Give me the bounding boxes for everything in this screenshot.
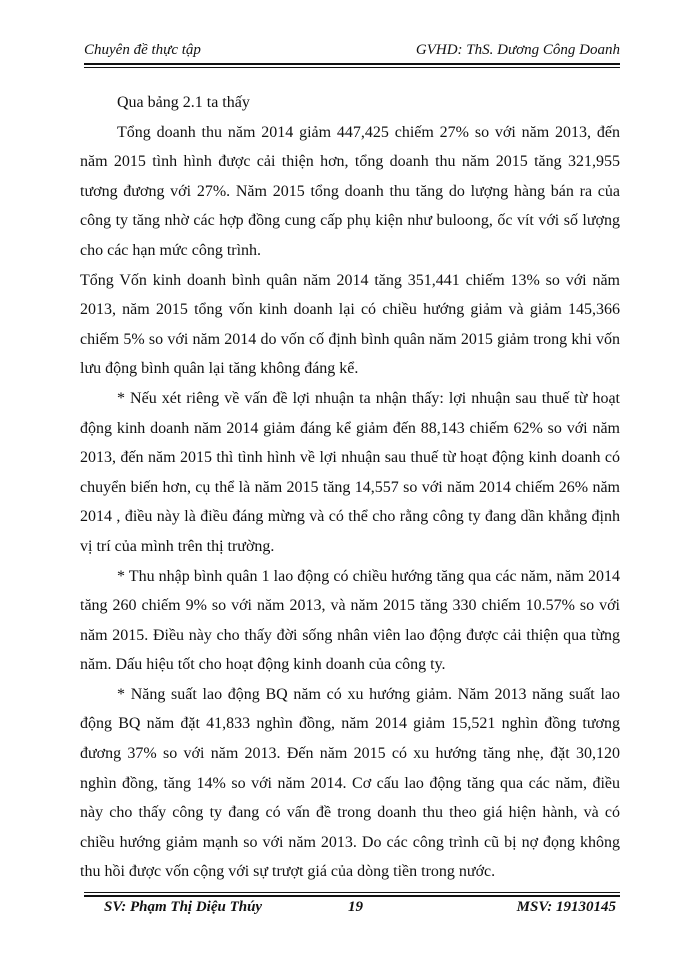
income-paragraph: * Thu nhập bình quân 1 lao động có chiều hướng tăng qua các năm, năm 2014 tăng 260 chiếm 9% so với năm 2013, và năm 2015 tăng 330 chiếm 10.57% so với năm 2015. Điều này cho thấy đời sống nhân viên lao động được cải thiện qua từng năm. Dấu hiệu tốt cho hoạt động kinh doanh của công ty. — [80, 567, 620, 674]
page-header — [84, 40, 620, 62]
revenue-paragraph: Tổng doanh thu năm 2014 giảm 447,425 chiếm 27% so với năm 2013, đến năm 2015 tình hình được cải thiện hơn, tổng doanh thu năm 2015 tăng 321,955 tương đương với 27%. Năm 2015 tổng doanh thu tăng do lượng hàng bán ra của công ty tăng nhờ các hợp đồng cung cấp phụ kiện như buloong, ốc vít với số lượng cho các hạn mức công trình. — [80, 123, 620, 259]
productivity-paragraph: * Năng suất lao động BQ năm có xu hướng giảm. Năm 2013 năng suất lao động BQ năm đặt 41,833 nghìn đồng, năm 2014 giảm 15,521 nghìn đồng tương đương 37% so với năm 2013. Đến năm 2015 có xu hướng tăng nhẹ, đặt 30,120 nghìn đồng, tăng 14% so với năm 2014. Cơ cấu lao động tăng qua các năm, điều này cho thấy công ty đang có vấn đề trong doanh thu theo giá hiện hành, và có chiều hướng giảm mạnh so với năm 2013. Do các công trình cũ bị nợ đọng không thu hồi được vốn cộng với sự trượt giá của dòng tiền trong nước. — [80, 685, 620, 881]
document-body — [80, 88, 620, 887]
page-footer — [84, 899, 620, 921]
header-course-title: Chuyên đề thực tập — [84, 42, 201, 58]
footer-student-id: MSV: 19130145 — [516, 899, 616, 915]
header-advisor: GVHD: ThS. Dương Công Doanh — [415, 42, 620, 58]
footer-rule-thick — [84, 895, 620, 897]
page-number: 19 — [348, 899, 363, 915]
footer-student-name: SV: Phạm Thị Diệu Thúy — [104, 899, 263, 915]
capital-paragraph: Tổng Vốn kinh doanh bình quân năm 2014 tăng 351,441 chiếm 13% so với năm 2013, năm 2015 tổng vốn kinh doanh lại có chiều hướng giảm và giảm 145,366 chiếm 5% so với năm 2014 do vốn cố định bình quân năm 2015 giảm trong khi vốn lưu động bình quân lại tăng không đáng kể. — [80, 271, 620, 378]
footer-rule-thin — [84, 892, 620, 893]
header-rule-thin — [84, 67, 620, 68]
profit-paragraph: * Nếu xét riêng về vấn đề lợi nhuận ta nhận thấy: lợi nhuận sau thuế từ hoạt động kinh doanh năm 2014 giảm đáng kể giảm đến 88,143 chiếm 62% so với năm 2013, đến năm 2015 thì tình hình về lợi nhuận sau thuế từ hoạt động kinh doanh có chuyển biến hơn, cụ thể là năm 2015 tăng 14,557 so với năm 2014 chiếm 26% năm 2014 , điều này là điều đáng mừng và có thể cho rằng công ty đang dần khẳng định vị trí của mình trên thị trường. — [80, 389, 620, 555]
intro-paragraph: Qua bảng 2.1 ta thấy — [117, 94, 250, 111]
header-rule-thick — [84, 63, 620, 65]
